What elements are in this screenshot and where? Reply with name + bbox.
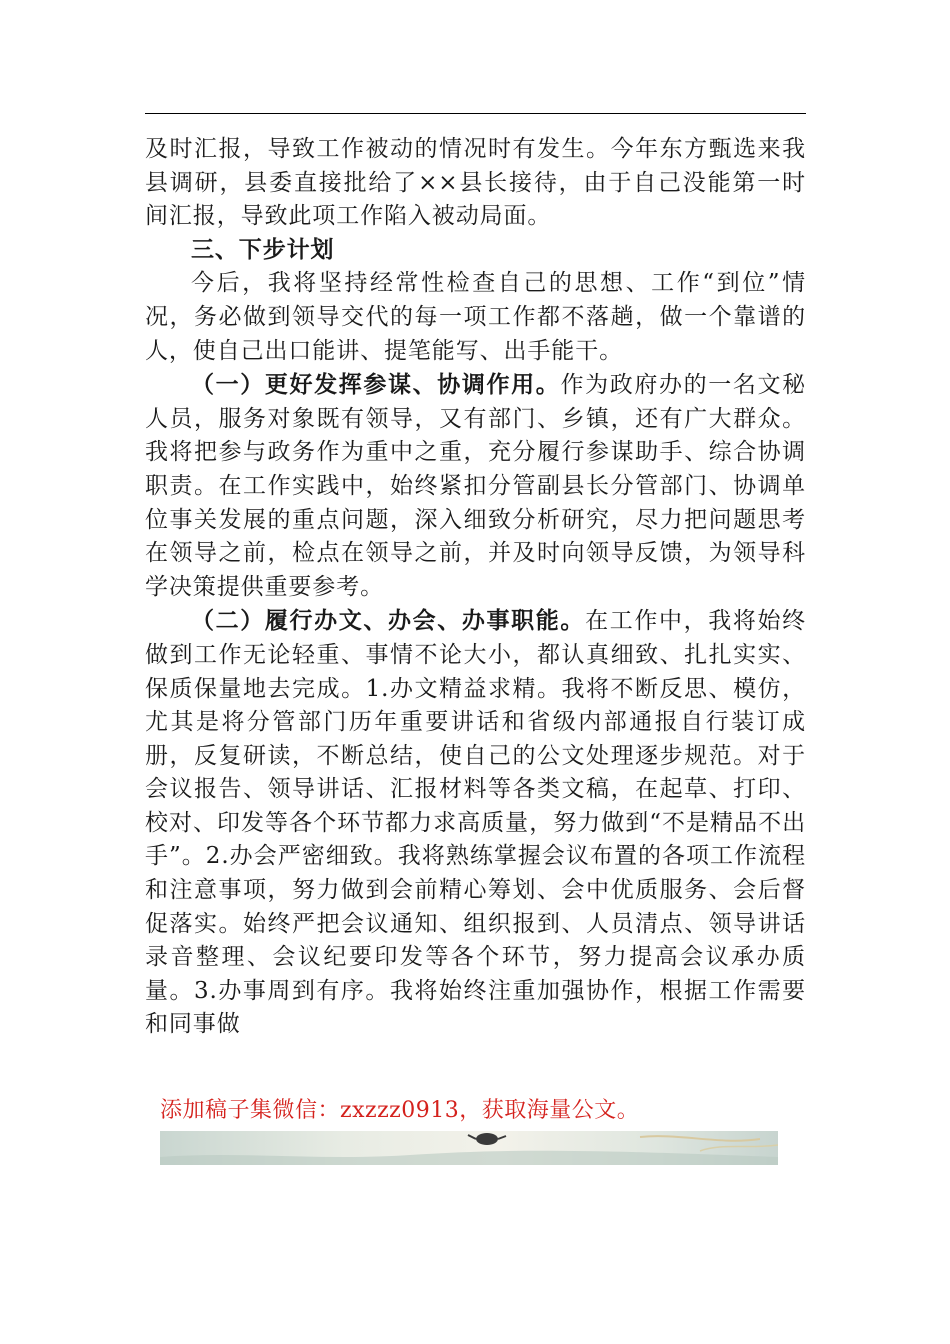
subsection-paragraph-2 <box>145 604 806 1042</box>
continuation-paragraph: 及时汇报，导致工作被动的情况时有发生。今年东方甄选来我县调研，县委直接批给了××县长接待，由于自己没能第一时间汇报，导致此项工作陷入被动局面。 <box>145 136 806 230</box>
header-rule <box>145 113 806 114</box>
subsection-text-1: 作为政府办的一名文秘人员，服务对象既有领导，又有部门、乡镇，还有广大群众。我将把参与政务作为重中之重，充分履行参谋助手、综合协调职责。在工作实践中，始终紧扣分管副县长分管部门、协调单位事关发展的重点问题，深入细致分析研究，尽力把问题思考在领导之前，检点在领导之前，并及时向领导反馈，为领导科学决策提供重要参考。 <box>145 372 807 600</box>
subsection-paragraph-1 <box>145 368 806 604</box>
section-heading: 三、下步计划 <box>191 236 335 263</box>
document-body <box>145 133 806 1042</box>
subsection-text-2: 在工作中，我将始终做到工作无论轻重、事情不论大小，都认真细致、扎扎实实、保质保量地去完成。1.办文精益求精。我将不断反思、模仿，尤其是将分管部门历年重要讲话和省级内部通报自行装订成册，反复研读，不断总结，使自己的公文处理逐步规范。对于会议报告、领导讲话、汇报材料等各类文稿，在起草、打印、校对、印发等各个环节都力求高质量，努力做到“不是精品不出手”。2.办会严密细致。我将熟练掌握会议布置的各项工作流程和注意事项，努力做到会前精心筹划、会中优质服务、会后督促落实。始终严把会议通知、组织报到、人员清点、领导讲话录音整理、会议纪要印发等各个环节，努力提高会议承办质量。3.办事周到有序。我将始终注重加强协作，根据工作需要和同事做 <box>145 608 806 1038</box>
promo-text: 添加稿子集微信：zxzzz0913，获取海量公文。 <box>160 1098 640 1123</box>
subsection-title-2: （二）履行办文、办会、办事职能。 <box>191 607 586 635</box>
landscape-banner-icon <box>160 1131 778 1165</box>
subsection-title-1: （一）更好发挥参谋、协调作用。 <box>191 371 561 399</box>
body-paragraph: 今后，我将坚持经常性检查自己的思想、工作“到位”情况，务必做到领导交代的每一项工作都不落趟，做一个靠谱的人，使自己出口能讲、提笔能写、出手能干。 <box>145 270 806 364</box>
decorative-banner-image <box>160 1131 778 1165</box>
